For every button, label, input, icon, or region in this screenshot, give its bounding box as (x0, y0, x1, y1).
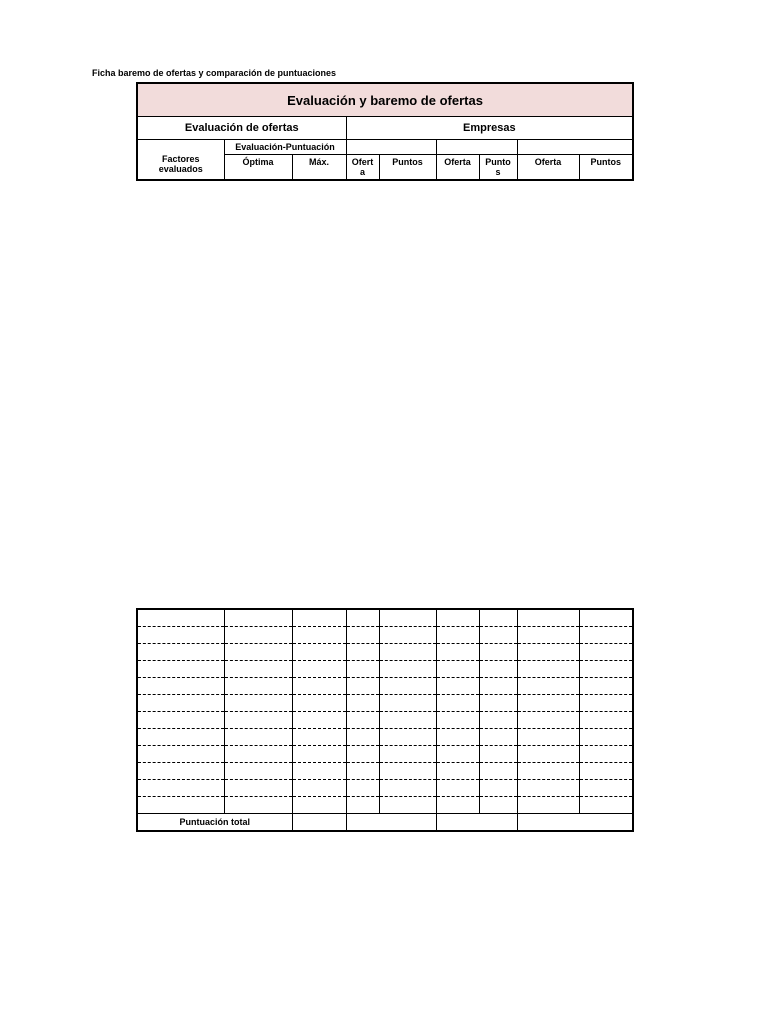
puntos-2-line-1: Punto (485, 157, 511, 167)
table-cell[interactable] (479, 729, 517, 746)
puntos-2-line-2: s (495, 167, 501, 177)
table-cell[interactable] (379, 609, 436, 627)
table-cell[interactable] (479, 712, 517, 729)
oferta-1-header (346, 155, 379, 181)
table-cell[interactable] (436, 729, 479, 746)
factores-evaluados-header (137, 140, 224, 181)
table-cell[interactable] (436, 661, 479, 678)
table-cell[interactable] (379, 678, 436, 695)
table-cell[interactable] (517, 627, 579, 644)
table-cell[interactable] (292, 780, 346, 797)
table-cell[interactable] (517, 763, 579, 780)
table-cell[interactable] (579, 780, 633, 797)
table-cell[interactable] (346, 644, 379, 661)
table-cell[interactable] (224, 627, 292, 644)
table-cell[interactable] (292, 695, 346, 712)
table-cell[interactable] (292, 712, 346, 729)
table-cell[interactable] (479, 797, 517, 814)
table-cell[interactable] (137, 763, 224, 780)
empresa-1-name-cell (346, 140, 436, 155)
table-cell[interactable] (346, 661, 379, 678)
table-row (137, 729, 633, 746)
table-cell[interactable] (346, 609, 379, 627)
total-row (137, 814, 633, 832)
table-cell[interactable] (579, 712, 633, 729)
table-cell[interactable] (517, 695, 579, 712)
table-cell[interactable] (379, 729, 436, 746)
table-cell[interactable] (292, 729, 346, 746)
oferta-2-header: Oferta (436, 155, 479, 181)
table-cell[interactable] (224, 609, 292, 627)
table-cell[interactable] (224, 797, 292, 814)
table-cell[interactable] (479, 763, 517, 780)
table-cell[interactable] (579, 627, 633, 644)
table-cell[interactable] (137, 780, 224, 797)
table-cell[interactable] (479, 627, 517, 644)
table-row (137, 695, 633, 712)
optima-header: Óptima (224, 155, 292, 181)
table-cell[interactable] (436, 678, 479, 695)
table-cell[interactable] (379, 780, 436, 797)
table-cell[interactable] (436, 763, 479, 780)
table-cell[interactable] (137, 678, 224, 695)
table-row (137, 661, 633, 678)
document-title: Ficha baremo de ofertas y comparación de puntuaciones (92, 68, 337, 78)
table-cell[interactable] (137, 609, 224, 627)
table-cell[interactable] (292, 678, 346, 695)
table-cell[interactable] (436, 712, 479, 729)
table-cell[interactable] (579, 609, 633, 627)
puntos-3-header: Puntos (579, 155, 633, 181)
table-row (137, 797, 633, 814)
table-cell[interactable] (436, 695, 479, 712)
table-cell[interactable] (137, 661, 224, 678)
table-cell[interactable] (224, 678, 292, 695)
evaluation-body-table (136, 608, 634, 832)
puntos-1-header: Puntos (379, 155, 436, 181)
table-cell[interactable] (579, 797, 633, 814)
table-cell[interactable] (517, 712, 579, 729)
table-cell[interactable] (379, 746, 436, 763)
table-row (137, 609, 633, 627)
table-cell[interactable] (517, 729, 579, 746)
max-header: Máx. (292, 155, 346, 181)
evaluation-header-table (136, 82, 634, 181)
table-cell[interactable] (379, 763, 436, 780)
table-cell[interactable] (292, 644, 346, 661)
empresas-heading: Empresas (346, 117, 633, 140)
table-cell[interactable] (436, 780, 479, 797)
table-cell[interactable] (346, 729, 379, 746)
table-row (137, 627, 633, 644)
table-cell[interactable] (379, 797, 436, 814)
table-row (137, 780, 633, 797)
table-row (137, 746, 633, 763)
table-cell[interactable] (436, 627, 479, 644)
table-main-title: Evaluación y baremo de ofertas (137, 83, 633, 117)
puntos-2-header (479, 155, 517, 181)
table-cell[interactable] (292, 746, 346, 763)
table-cell[interactable] (346, 763, 379, 780)
table-cell[interactable] (292, 609, 346, 627)
table-cell[interactable] (379, 627, 436, 644)
table-cell[interactable] (479, 661, 517, 678)
table-cell[interactable] (436, 797, 479, 814)
evaluacion-puntuacion-heading: Evaluación-Puntuación (224, 140, 346, 155)
table-cell[interactable] (137, 695, 224, 712)
table-cell[interactable] (579, 763, 633, 780)
table-cell[interactable] (346, 627, 379, 644)
table-cell[interactable] (479, 780, 517, 797)
table-cell[interactable] (224, 729, 292, 746)
table-cell[interactable] (479, 678, 517, 695)
table-cell[interactable] (292, 797, 346, 814)
table-cell[interactable] (379, 695, 436, 712)
oferta-1-line-2: a (359, 167, 365, 177)
table-cell[interactable] (346, 780, 379, 797)
table-cell[interactable] (479, 609, 517, 627)
table-cell[interactable] (479, 695, 517, 712)
table-cell[interactable] (224, 712, 292, 729)
empresa-3-name-cell (517, 140, 633, 155)
table-cell[interactable] (224, 746, 292, 763)
total-empresa-1-cell[interactable] (346, 814, 436, 832)
table-cell[interactable] (137, 746, 224, 763)
table-cell[interactable] (517, 644, 579, 661)
table-cell[interactable] (479, 746, 517, 763)
total-empresa-2-cell[interactable] (436, 814, 517, 832)
table-cell[interactable] (379, 644, 436, 661)
table-cell[interactable] (479, 644, 517, 661)
empresa-2-name-cell (436, 140, 517, 155)
table-cell[interactable] (346, 746, 379, 763)
table-cell[interactable] (224, 695, 292, 712)
total-max-cell[interactable] (292, 814, 346, 832)
table-cell[interactable] (292, 627, 346, 644)
table-cell[interactable] (579, 746, 633, 763)
table-cell[interactable] (517, 797, 579, 814)
table-cell[interactable] (346, 712, 379, 729)
table-cell[interactable] (517, 678, 579, 695)
table-cell[interactable] (224, 644, 292, 661)
table-cell[interactable] (579, 644, 633, 661)
factores-line-2: evaluados (158, 164, 203, 174)
table-cell[interactable] (379, 712, 436, 729)
oferta-3-header: Oferta (517, 155, 579, 181)
table-cell[interactable] (517, 609, 579, 627)
table-cell[interactable] (579, 729, 633, 746)
table-row (137, 763, 633, 780)
factores-line-1: Factores (161, 154, 200, 164)
table-cell[interactable] (436, 746, 479, 763)
oferta-1-line-1: Ofert (351, 157, 374, 167)
table-cell[interactable] (137, 627, 224, 644)
table-cell[interactable] (137, 712, 224, 729)
table-cell[interactable] (379, 661, 436, 678)
puntuacion-total-label: Puntuación total (137, 814, 292, 832)
table-cell[interactable] (224, 661, 292, 678)
table-cell[interactable] (292, 661, 346, 678)
table-cell[interactable] (292, 763, 346, 780)
table-cell[interactable] (517, 746, 579, 763)
table-cell[interactable] (224, 763, 292, 780)
total-empresa-3-cell[interactable] (517, 814, 633, 832)
table-cell[interactable] (517, 661, 579, 678)
table-cell[interactable] (346, 797, 379, 814)
table-cell[interactable] (137, 797, 224, 814)
table-row (137, 712, 633, 729)
table-cell[interactable] (579, 678, 633, 695)
table-row (137, 678, 633, 695)
table-row (137, 644, 633, 661)
table-cell[interactable] (137, 729, 224, 746)
table-cell[interactable] (137, 644, 224, 661)
table-cell[interactable] (346, 678, 379, 695)
table-cell[interactable] (436, 609, 479, 627)
table-cell[interactable] (517, 780, 579, 797)
table-cell[interactable] (224, 780, 292, 797)
table-cell[interactable] (436, 644, 479, 661)
evaluacion-ofertas-heading: Evaluación de ofertas (137, 117, 346, 140)
table-cell[interactable] (579, 661, 633, 678)
table-cell[interactable] (346, 695, 379, 712)
table-cell[interactable] (579, 695, 633, 712)
